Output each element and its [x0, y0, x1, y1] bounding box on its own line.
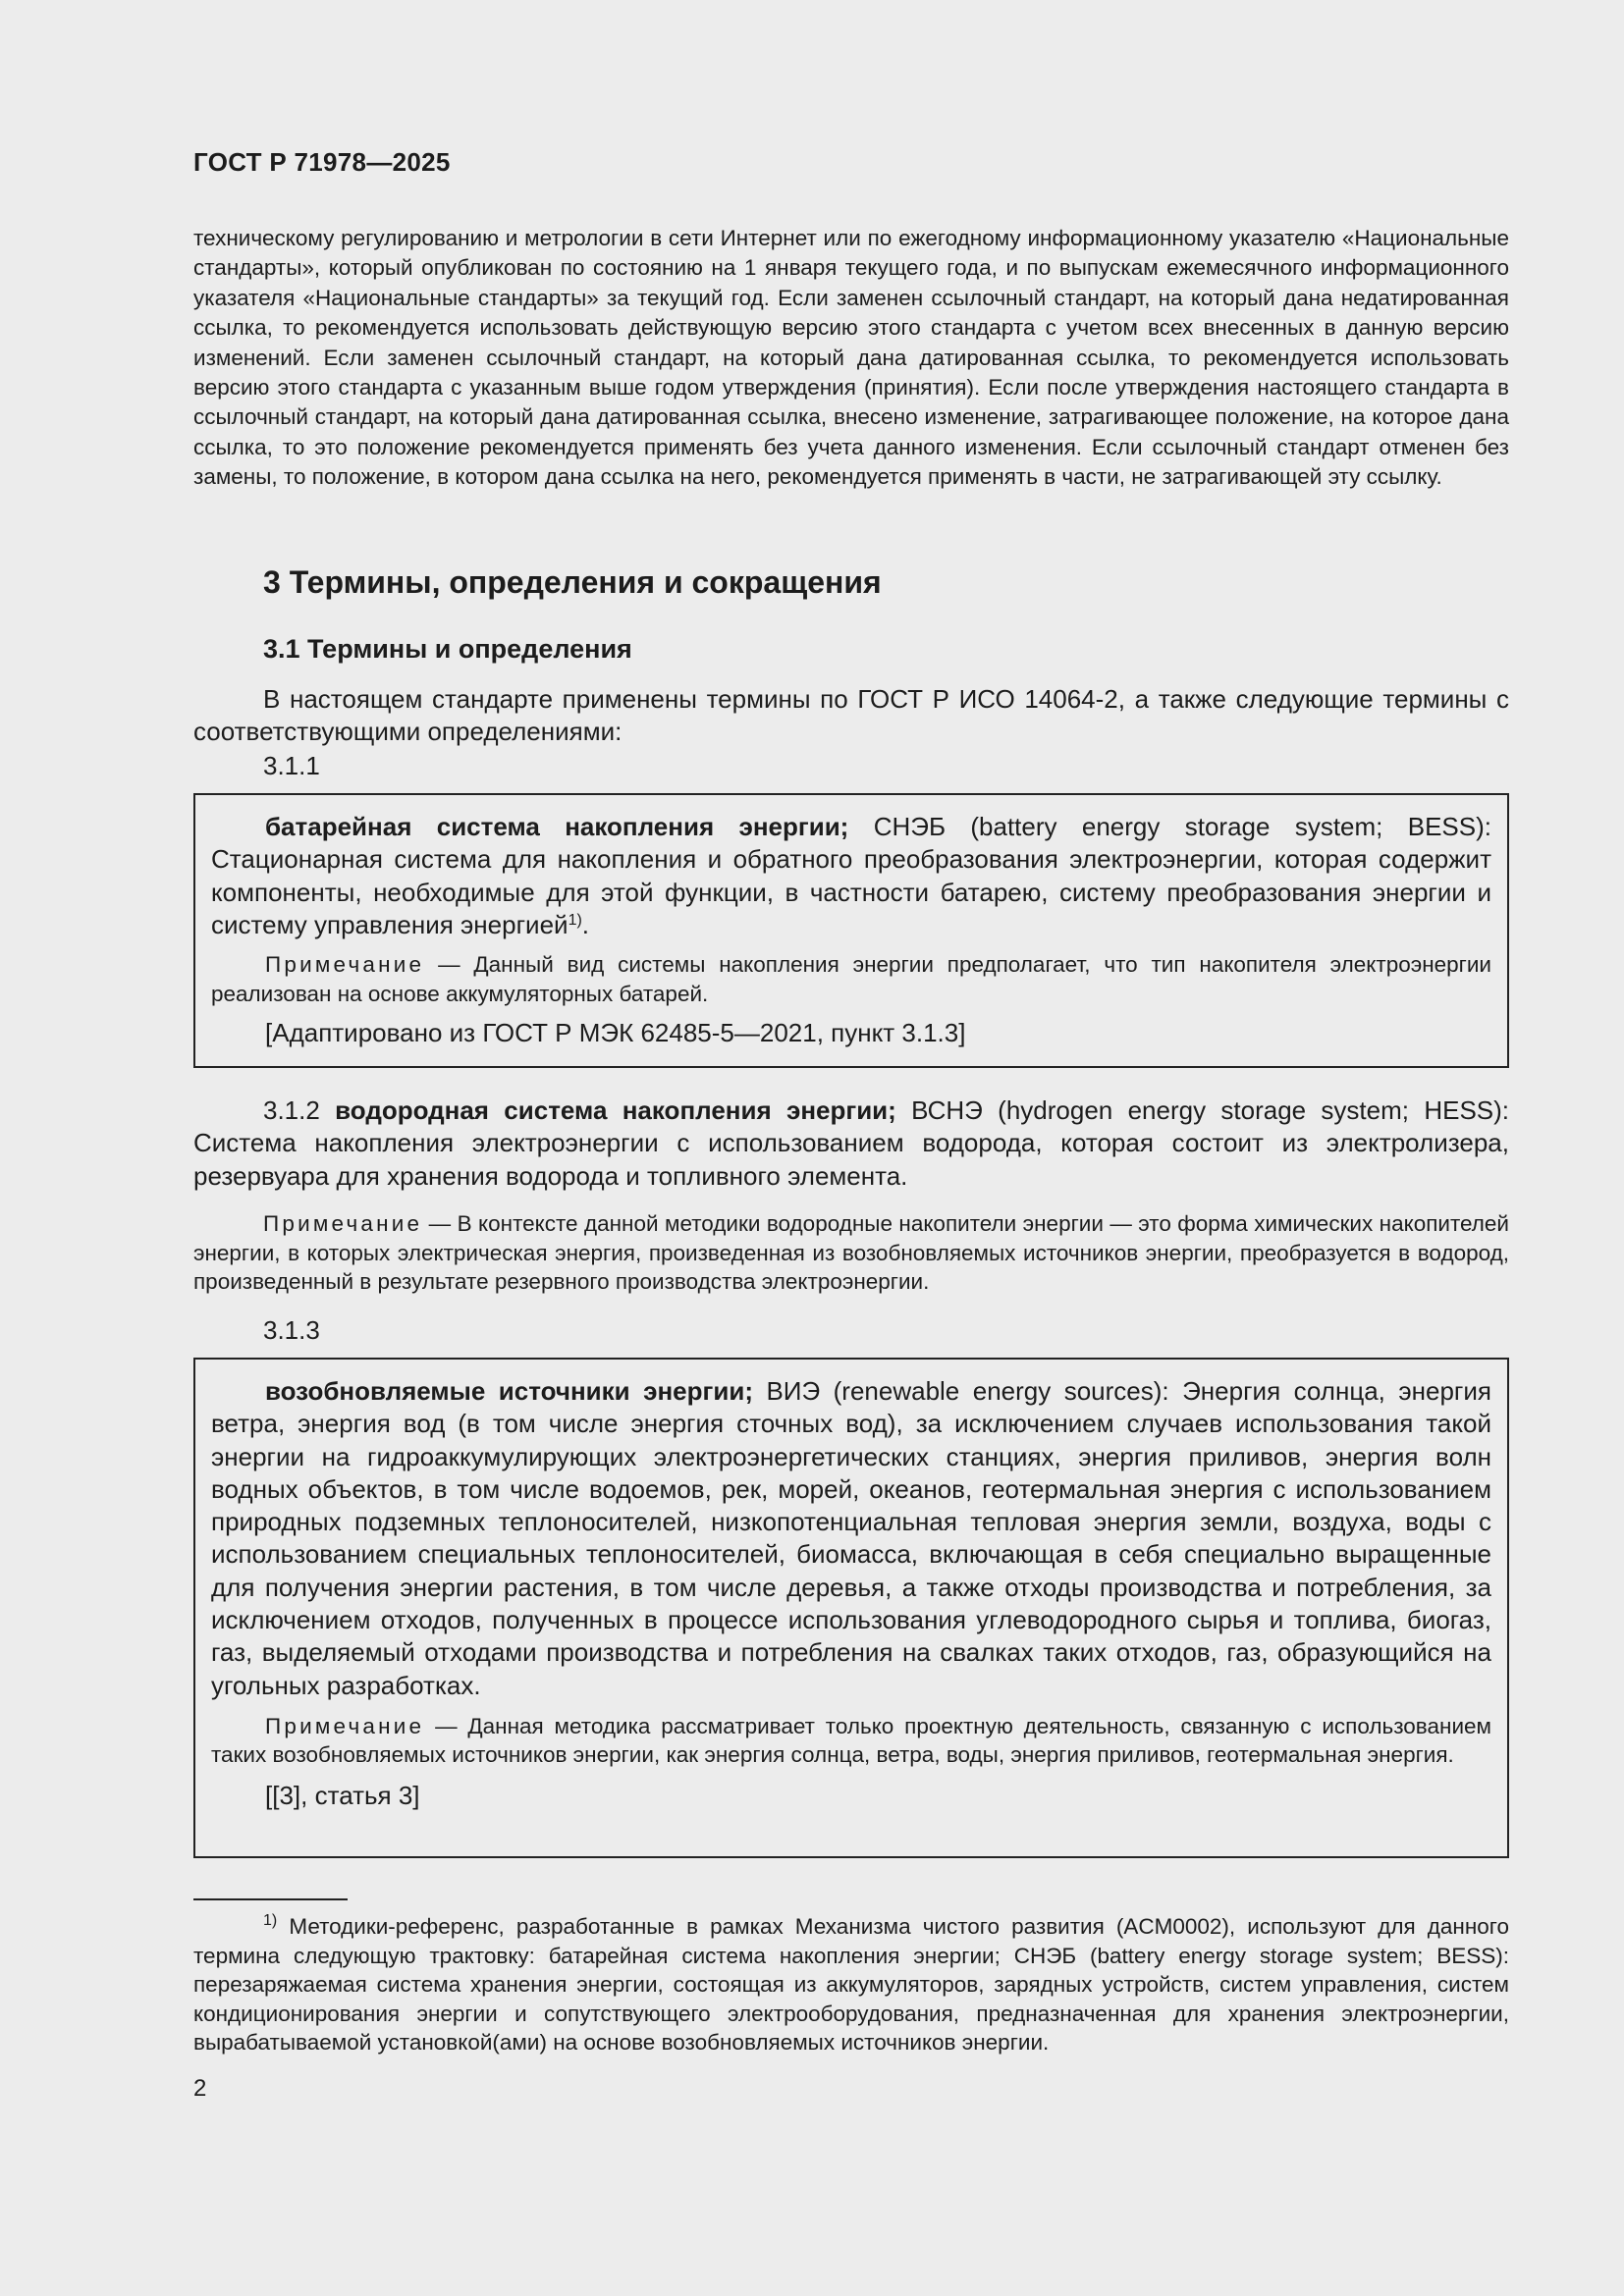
- note-text-3-1-1: — Данный вид системы накопления энергии предполагает, что тип накопителя электроэнергии реализован на основе аккумуляторных батарей.: [211, 952, 1491, 1006]
- footnote-divider: [193, 1898, 348, 1900]
- note-label: Примечание: [265, 1713, 425, 1738]
- term-definition-3-1-1: [211, 811, 1491, 941]
- term-box-3-1-1: [193, 793, 1509, 1068]
- footnote-marker: 1): [263, 1912, 278, 1929]
- document-page: [193, 0, 1509, 2296]
- term-definition-end-3-1-1: .: [581, 909, 590, 939]
- term-box-3-1-3: [193, 1358, 1509, 1858]
- section-title: 3 Термины, определения и сокращения: [263, 564, 882, 600]
- term-definition-text-3-1-3: ВИЭ (renewable energy sources): Энергия солнца, энергия ветра, энергия вод (в том числе энергия сточных вод), за исключением случаев использования такой энергии на гидроаккумулирующих электроэнергетических станциях, энергия приливов, энергия волн водных объектов, в том числе водоемов, рек, морей, океанов, геотермальная энергия с использованием природных подземных теплоносителей, низкопотенциальная тепловая энергия земли, воздуха, воды с использованием специальных теплоносителей, биомасса, включающая в себя специально выращенные для получения энергии растения, в том числе деревья, а также отходы производства и потребления, за исключением отходов, полученных в процессе использования углеводородного сырья и топлива, биогаз, газ, выделяемый отходами производства и потребления на свалках таких отходов, газ, образующийся на угольных разработках.: [211, 1376, 1492, 1700]
- term-number-3-1-2: 3.1.2: [263, 1095, 320, 1125]
- subsection-title: 3.1 Термины и определения: [263, 634, 632, 664]
- note-text-3-1-2: — В контексте данной методики водородные накопители энергии — это форма химических накопителей энергии, в которых электрическая энергия, произведенная из возобновляемых источников энергии, преобразуется в водород, произведенный в результате резервного производства электроэнергии.: [193, 1211, 1509, 1294]
- term-source-3-1-3: [[3], статья 3]: [265, 1780, 420, 1810]
- note-label: Примечание: [265, 952, 425, 978]
- term-definition-text-3-1-2: ВСНЭ (hydrogen energy storage system; HESS): Система накопления электроэнергии с использованием водорода, которая состоит из электролизера, резервуара для хранения водорода и топливного элемента.: [193, 1095, 1510, 1191]
- term-number-3-1-1: 3.1.1: [263, 751, 320, 780]
- term-name-3-1-3: возобновляемые источники энергии;: [265, 1376, 753, 1406]
- lead-paragraph: В настоящем стандарте применены термины по ГОСТ Р ИСО 14064-2, а также следующие термины с соответствующими определениями:: [193, 684, 1509, 746]
- document-header-id: ГОСТ Р 71978—2025: [193, 147, 451, 177]
- term-name-3-1-1: батарейная система накопления энергии;: [265, 812, 849, 841]
- footnote-text: Методики-референс, разработанные в рамках Механизма чистого развития (ACM0002), используют для данного термина следующую трактовку: батарейная система накопления энергии; СНЭБ (battery energy storage system; BESS): перезаряжаемая система хранения энергии, состоящая из аккумуляторов, зарядных устройств, систем управления, систем кондиционирования энергии и сопутствующего электрооборудования, предназначенная для хранения электроэнергии, вырабатываемой установкой(ами) на основе возобновляемых источников энергии.: [193, 1914, 1509, 2056]
- note-text-3-1-3: — Данная методика рассматривает только проектную деятельность, связанную с использованием таких возобновляемых источников энергии, как энергия солнца, ветра, воды, энергия приливов, геотермальная энергия.: [211, 1713, 1491, 1768]
- footnote-ref-link[interactable]: 1): [568, 911, 582, 929]
- term-number-3-1-3: 3.1.3: [263, 1315, 320, 1345]
- footnote: [193, 1912, 1509, 2057]
- term-definition-3-1-2: [193, 1095, 1509, 1193]
- note-label: Примечание: [263, 1211, 423, 1236]
- intro-paragraph: техническому регулированию и метрологии в сети Интернет или по ежегодному информационному указателю «Национальные стандарты», который опубликован по состоянию на 1 января текущего года, и по выпускам ежемесячного информационного указателя «Национальные стандарты» за текущий год. Если заменен ссылочный стандарт, на который дана недатированная ссылка, то рекомендуется использовать действующую версию этого стандарта с учетом всех внесенных в данную версию изменений. Если заменен ссылочный стандарт, на который дана датированная ссылка, то рекомендуется использовать версию этого стандарта с указанным выше годом утверждения (принятия). Если после утверждения настоящего стандарта в ссылочный стандарт, на который дана датированная ссылка, внесено изменение, затрагивающее положение, на которое дана ссылка, то это положение рекомендуется применять без учета данного изменения. Если ссылочный стандарт отменен без замены, то положение, в котором дана ссылка на него, рекомендуется применять в части, не затрагивающей эту ссылку.: [193, 226, 1509, 490]
- term-source-3-1-1: [Адаптировано из ГОСТ Р МЭК 62485-5—2021, пункт 3.1.3]: [265, 1018, 966, 1048]
- term-definition-text-3-1-1: СНЭБ (battery energy storage system; BESS): Стационарная система для накопления и обратного преобразования электроэнергии, которая содержит компоненты, необходимые для этой функции, в частности батарею, систему преобразования энергии и систему управления энергией: [211, 812, 1491, 939]
- term-note-3-1-1: [211, 950, 1491, 1008]
- term-definition-3-1-3: [211, 1375, 1491, 1702]
- term-note-3-1-2: [193, 1209, 1509, 1297]
- page-number: 2: [193, 2075, 207, 2102]
- term-note-3-1-3: [211, 1712, 1491, 1770]
- term-name-3-1-2: водородная система накопления энергии;: [335, 1095, 896, 1125]
